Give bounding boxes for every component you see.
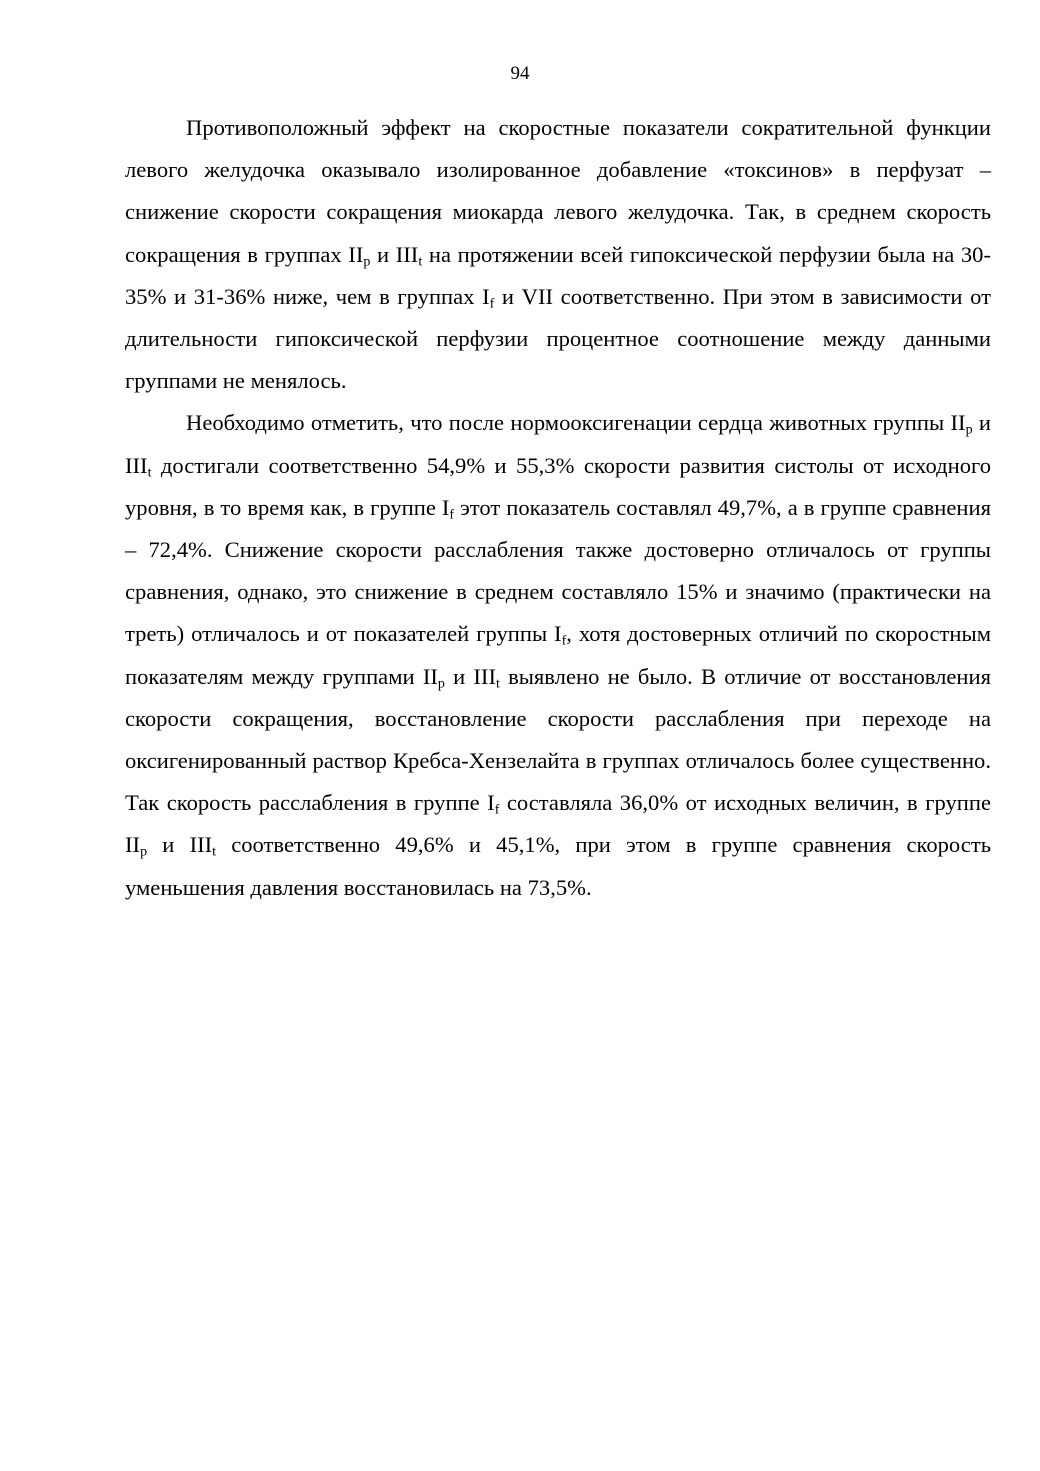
text-segment: и III — [370, 241, 419, 267]
text-segment: и III — [147, 832, 213, 858]
subscript: f — [449, 507, 455, 523]
paragraph-2 — [125, 402, 991, 908]
subscript: p — [363, 254, 371, 270]
subscript-wrap — [437, 664, 445, 692]
page-number: 94 — [510, 63, 530, 84]
subscript: p — [437, 676, 445, 692]
text-segment: , хотя достоверных отличий по скоростным показателям между группами II — [125, 621, 991, 689]
text-segment: и III — [125, 410, 992, 478]
subscript: f — [561, 633, 567, 649]
subscript: t — [418, 254, 423, 270]
subscript: f — [489, 296, 495, 312]
text-segment: соответственно 49,6% и 45,1%, при этом в группе сравнения скорость уменьшения давления восстановилась на 73,5%. — [125, 832, 991, 900]
subscript: p — [140, 844, 148, 860]
body-text — [125, 107, 991, 909]
subscript: t — [147, 465, 152, 481]
subscript: f — [494, 802, 500, 818]
text-segment: этот показатель составлял 49,7%, а в группе сравнения – 72,4%. Снижение скорости расслабления также достоверно отличалось от группы сравнения, однако, это снижение в среднем составляло 15% и значимо (практически на треть) отличалось и от показателей группы I — [125, 494, 991, 647]
text-segment: выявлено не было. В отличие от восстановления скорости сокращения, восстановление скорости расслабления при переходе на оксигенированный раствор Кребса-Хензелайта в группах отличалось более существенно. Так скорость расслабления в группе I — [125, 663, 992, 816]
subscript: p — [965, 422, 973, 438]
subscript-wrap — [965, 410, 973, 438]
text-segment: и VII соответственно. При этом в зависимости от длительности гипоксической перфузии процентное соотношение между данными группами не менялось. — [125, 283, 992, 394]
text-segment: и III — [444, 663, 496, 689]
subscript: t — [495, 676, 500, 692]
subscript-wrap — [140, 832, 148, 860]
text-segment: составляла 36,0% от исходных величин, в группе II — [125, 790, 991, 858]
text-segment: Необходимо отметить, что после нормооксигенации сердца животных группы II — [186, 410, 966, 436]
paragraph-1 — [125, 107, 991, 402]
text-segment: достигали соответственно 54,9% и 55,3% скорости развития систолы от исходного уровня, в то время как, в группе I — [125, 452, 991, 520]
subscript: t — [212, 844, 217, 860]
text-segment: на протяжении всей гипоксической перфузии была на 30-35% и 31-36% ниже, чем в группах I — [125, 241, 992, 309]
text-segment: Противоположный эффект на скоростные показатели сократительной функции левого желудочка оказывало изолированное добавление «токсинов» в перфузат – снижение скорости сокращения миокарда левого желудочка. Так, в среднем скорость сокращения в группах II — [125, 115, 991, 267]
